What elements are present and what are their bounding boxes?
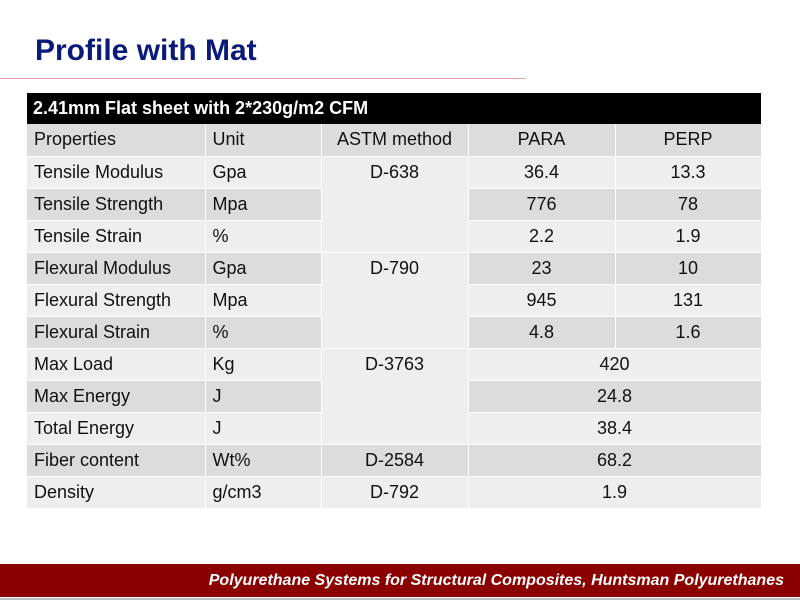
slide-title: Profile with Mat [35,34,257,67]
method-cell: D-790 [321,252,468,348]
property-cell: Max Energy [27,380,205,412]
property-cell: Tensile Modulus [27,156,205,188]
value-cell: 420 [468,348,761,380]
para-cell: 945 [468,284,615,316]
unit-cell: Gpa [205,252,321,284]
column-header: Properties [27,124,205,156]
method-cell: D-3763 [321,348,468,444]
table-row [27,444,761,476]
para-cell: 2.2 [468,220,615,252]
perp-cell: 78 [615,188,761,220]
unit-cell: Gpa [205,156,321,188]
properties-table-container [27,93,761,509]
property-cell: Tensile Strain [27,220,205,252]
column-header: ASTM method [321,124,468,156]
perp-cell: 1.6 [615,316,761,348]
perp-cell: 10 [615,252,761,284]
unit-cell: J [205,380,321,412]
footer-text: Polyurethane Systems for Structural Composites, Huntsman Polyurethanes [208,572,784,589]
value-cell: 68.2 [468,444,761,476]
unit-cell: Wt% [205,444,321,476]
table-row [27,476,761,508]
value-cell: 1.9 [468,476,761,508]
unit-cell: J [205,412,321,444]
column-header: PERP [615,124,761,156]
property-cell: Flexural Strength [27,284,205,316]
title-divider [0,78,525,79]
table-caption: 2.41mm Flat sheet with 2*230g/m2 CFM [27,93,761,124]
property-cell: Total Energy [27,412,205,444]
unit-cell: g/cm3 [205,476,321,508]
para-cell: 23 [468,252,615,284]
property-cell: Max Load [27,348,205,380]
perp-cell: 13.3 [615,156,761,188]
method-cell: D-2584 [321,444,468,476]
para-cell: 4.8 [468,316,615,348]
properties-table [27,124,762,509]
unit-cell: % [205,220,321,252]
value-cell: 24.8 [468,380,761,412]
property-cell: Flexural Strain [27,316,205,348]
perp-cell: 131 [615,284,761,316]
method-cell: D-638 [321,156,468,252]
table-row [27,156,761,188]
para-cell: 36.4 [468,156,615,188]
table-row [27,252,761,284]
unit-cell: Mpa [205,284,321,316]
column-header: Unit [205,124,321,156]
unit-cell: Mpa [205,188,321,220]
para-cell: 776 [468,188,615,220]
table-row [27,348,761,380]
property-cell: Density [27,476,205,508]
table-header-row [27,124,761,156]
perp-cell: 1.9 [615,220,761,252]
unit-cell: Kg [205,348,321,380]
method-cell: D-792 [321,476,468,508]
unit-cell: % [205,316,321,348]
property-cell: Tensile Strength [27,188,205,220]
column-header: PARA [468,124,615,156]
footer-banner [0,564,800,597]
value-cell: 38.4 [468,412,761,444]
property-cell: Flexural Modulus [27,252,205,284]
property-cell: Fiber content [27,444,205,476]
